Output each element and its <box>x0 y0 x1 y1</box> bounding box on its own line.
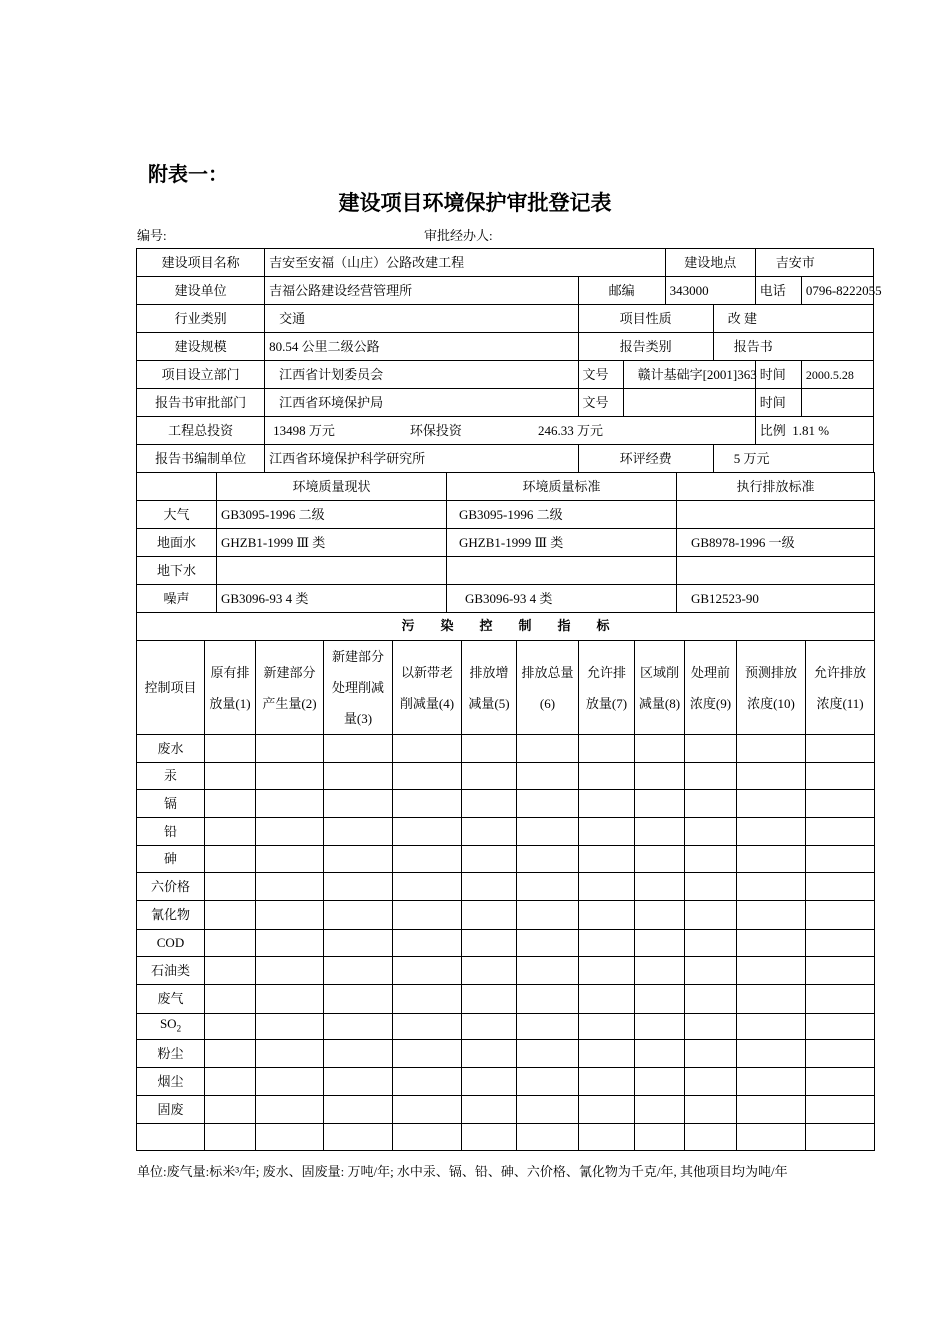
pollution-value-cell <box>462 735 517 763</box>
scale-value: 80.54 公里二级公路 <box>265 333 578 361</box>
env-standard <box>447 557 677 585</box>
pollution-value-cell <box>635 1068 685 1096</box>
so2-subscript: 2 <box>176 1023 182 1034</box>
pollution-row <box>137 1068 875 1096</box>
pollution-value-cell <box>806 790 875 818</box>
time-label: 时间 <box>755 361 801 389</box>
setup-dept-value: 江西省计划委员会 <box>265 361 578 389</box>
pollution-column-header: 预测排放浓度(10) <box>737 641 806 735</box>
pollution-value-cell <box>737 1040 806 1068</box>
env-item: 地面水 <box>137 529 217 557</box>
pollution-column-header: 排放增减量(5) <box>462 641 517 735</box>
pollution-row <box>137 763 875 790</box>
pollution-value-cell <box>462 846 517 873</box>
pollution-value-cell <box>393 846 462 873</box>
pollution-value-cell <box>462 1096 517 1124</box>
pollution-value-cell <box>579 1124 635 1151</box>
pollution-value-cell <box>517 735 579 763</box>
pollution-value-cell <box>393 1040 462 1068</box>
pollution-value-cell <box>806 957 875 985</box>
pollution-value-cell <box>737 1068 806 1096</box>
pollution-value-cell <box>256 763 324 790</box>
approval-dept-label: 报告书审批部门 <box>137 389 265 417</box>
officer-label: 审批经办人: <box>424 228 493 243</box>
pollution-row <box>137 957 875 985</box>
ratio-label: 比例 <box>759 422 786 438</box>
scale-label: 建设规模 <box>137 333 265 361</box>
pollution-value-cell <box>579 985 635 1014</box>
pollution-value-cell <box>635 1014 685 1040</box>
number-label: 编号: <box>137 228 167 243</box>
pollution-value-cell <box>462 1068 517 1096</box>
pollution-value-cell <box>635 957 685 985</box>
pollution-value-cell <box>517 1068 579 1096</box>
pollution-value-cell <box>517 1014 579 1040</box>
pollution-title: 污 染 控 制 指 标 <box>137 613 875 641</box>
pollution-value-cell <box>517 873 579 901</box>
env-status: GB3095-1996 二级 <box>217 501 447 529</box>
industry-value: 交通 <box>265 305 578 333</box>
pollution-value-cell <box>462 1014 517 1040</box>
env-standard-table <box>136 472 875 613</box>
time-value: 2000.5.28 <box>801 361 873 389</box>
pollution-value-cell <box>324 763 393 790</box>
pollution-value-cell <box>517 957 579 985</box>
pollution-value-cell <box>393 1014 462 1040</box>
pollution-value-cell <box>393 1096 462 1124</box>
pollution-item: 废水 <box>137 735 205 763</box>
pollution-value-cell <box>462 985 517 1014</box>
report-type-value: 报告书 <box>713 333 873 361</box>
pollution-value-cell <box>205 985 256 1014</box>
pollution-value-cell <box>205 1124 256 1151</box>
pollution-value-cell <box>635 763 685 790</box>
pollution-value-cell <box>205 957 256 985</box>
pollution-row <box>137 1040 875 1068</box>
doc-no2-value <box>623 389 755 417</box>
pollution-value-cell <box>737 818 806 846</box>
pollution-value-cell <box>685 1068 737 1096</box>
time2-value <box>801 389 873 417</box>
pollution-value-cell <box>393 1124 462 1151</box>
pollution-value-cell <box>806 985 875 1014</box>
pollution-value-cell <box>579 846 635 873</box>
pollution-value-cell <box>462 1040 517 1068</box>
pollution-value-cell <box>324 901 393 930</box>
pollution-value-cell <box>737 763 806 790</box>
pollution-value-cell <box>256 1096 324 1124</box>
pollution-value-cell <box>393 873 462 901</box>
pollution-value-cell <box>205 818 256 846</box>
project-name-value: 吉安至安福（山庄）公路改建工程 <box>265 249 666 277</box>
pollution-value-cell <box>635 846 685 873</box>
env-emission <box>677 557 875 585</box>
pollution-column-header: 处理前浓度(9) <box>685 641 737 735</box>
pollution-row <box>137 790 875 818</box>
pollution-value-cell <box>579 873 635 901</box>
pollution-value-cell <box>685 873 737 901</box>
pollution-value-cell <box>635 818 685 846</box>
appendix-label: 附表一： <box>148 162 228 186</box>
pollution-value-cell <box>393 790 462 818</box>
pollution-item: 六价格 <box>137 873 205 901</box>
env-emission: GB8978-1996 一级 <box>677 529 875 557</box>
pollution-row <box>137 846 875 873</box>
doc-no-label: 文号 <box>578 361 623 389</box>
pollution-value-cell <box>256 790 324 818</box>
env-standard: GB3096-93 4 类 <box>447 585 677 613</box>
pollution-value-cell <box>324 1124 393 1151</box>
pollution-value-cell <box>517 1040 579 1068</box>
pollution-value-cell <box>256 1014 324 1040</box>
env-status: GB3096-93 4 类 <box>217 585 447 613</box>
pollution-column-header: 排放总量(6) <box>517 641 579 735</box>
pollution-value-cell <box>635 790 685 818</box>
pollution-column-header: 区域削减量(8) <box>635 641 685 735</box>
pollution-item <box>137 1124 205 1151</box>
pollution-value-cell <box>579 790 635 818</box>
pollution-column-header: 原有排放量(1) <box>205 641 256 735</box>
nature-value: 改 建 <box>713 305 873 333</box>
pollution-value-cell <box>256 1124 324 1151</box>
pollution-item: COD <box>137 930 205 957</box>
pollution-value-cell <box>737 735 806 763</box>
approval-dept-value: 江西省环境保护局 <box>265 389 578 417</box>
pollution-value-cell <box>517 930 579 957</box>
pollution-value-cell <box>393 763 462 790</box>
pollution-value-cell <box>256 873 324 901</box>
pollution-item: 砷 <box>137 846 205 873</box>
pollution-value-cell <box>806 1068 875 1096</box>
pollution-value-cell <box>685 930 737 957</box>
nature-label: 项目性质 <box>578 305 713 333</box>
pollution-value-cell <box>737 790 806 818</box>
industry-label: 行业类别 <box>137 305 265 333</box>
pollution-value-cell <box>462 790 517 818</box>
env-emission <box>677 501 875 529</box>
pollution-value-cell <box>806 735 875 763</box>
pollution-value-cell <box>579 1014 635 1040</box>
time2-label: 时间 <box>755 389 801 417</box>
pollution-row <box>137 1014 875 1040</box>
pollution-row <box>137 901 875 930</box>
pollution-value-cell <box>462 901 517 930</box>
total-invest-value: 13498 万元 <box>265 417 410 445</box>
pollution-value-cell <box>517 790 579 818</box>
pollution-value-cell <box>685 790 737 818</box>
pollution-value-cell <box>256 1040 324 1068</box>
pollution-value-cell <box>517 1096 579 1124</box>
pollution-value-cell <box>256 735 324 763</box>
pollution-value-cell <box>579 930 635 957</box>
pollution-value-cell <box>517 901 579 930</box>
pollution-row <box>137 873 875 901</box>
pollution-value-cell <box>579 735 635 763</box>
pollution-value-cell <box>737 1096 806 1124</box>
form-title: 建设项目环境保护审批登记表 <box>338 191 612 215</box>
pollution-value-cell <box>462 818 517 846</box>
pollution-column-header: 允许排放浓度(11) <box>806 641 875 735</box>
pollution-value-cell <box>324 957 393 985</box>
env-emission: GB12523-90 <box>677 585 875 613</box>
pollution-value-cell <box>393 957 462 985</box>
pollution-value-cell <box>806 1014 875 1040</box>
pollution-item: 镉 <box>137 790 205 818</box>
pollution-value-cell <box>685 818 737 846</box>
pollution-item: 粉尘 <box>137 1040 205 1068</box>
unit-value: 吉福公路建设经营管理所 <box>265 277 578 305</box>
pollution-value-cell <box>517 985 579 1014</box>
pollution-value-cell <box>205 930 256 957</box>
doc-no2-label: 文号 <box>578 389 623 417</box>
env-status: GHZB1-1999 Ⅲ 类 <box>217 529 447 557</box>
postcode-label: 邮编 <box>578 277 665 305</box>
pollution-value-cell <box>393 735 462 763</box>
pollution-value-cell <box>205 790 256 818</box>
pollution-value-cell <box>393 985 462 1014</box>
pollution-value-cell <box>256 1068 324 1096</box>
pollution-value-cell <box>635 901 685 930</box>
pollution-value-cell <box>685 735 737 763</box>
pollution-value-cell <box>324 1068 393 1096</box>
pollution-item: 氰化物 <box>137 901 205 930</box>
pollution-row <box>137 930 875 957</box>
pollution-row <box>137 985 875 1014</box>
pollution-value-cell <box>324 846 393 873</box>
pollution-value-cell <box>205 846 256 873</box>
pollution-value-cell <box>579 763 635 790</box>
pollution-row <box>137 1096 875 1124</box>
location-value: 吉安市 <box>755 249 873 277</box>
pollution-row <box>137 1124 875 1151</box>
env-standard: GHZB1-1999 Ⅲ 类 <box>447 529 677 557</box>
pollution-value-cell <box>517 763 579 790</box>
pollution-item: 废气 <box>137 985 205 1014</box>
pollution-value-cell <box>806 901 875 930</box>
pollution-row <box>137 818 875 846</box>
pollution-value-cell <box>324 1014 393 1040</box>
pollution-value-cell <box>737 1014 806 1040</box>
pollution-item: 烟尘 <box>137 1068 205 1096</box>
pollution-value-cell <box>256 957 324 985</box>
pollution-value-cell <box>393 930 462 957</box>
compiler-value: 江西省环境保护科学研究所 <box>265 445 578 473</box>
total-invest-label: 工程总投资 <box>137 417 265 445</box>
env-item: 地下水 <box>137 557 217 585</box>
pollution-item: 汞 <box>137 763 205 790</box>
pollution-value-cell <box>635 985 685 1014</box>
pollution-value-cell <box>517 1124 579 1151</box>
pollution-value-cell <box>393 818 462 846</box>
ratio-value: 1.81 % <box>792 422 830 438</box>
pollution-value-cell <box>205 1014 256 1040</box>
env-header-status: 环境质量现状 <box>217 473 447 501</box>
unit-label: 建设单位 <box>137 277 265 305</box>
pollution-value-cell <box>324 873 393 901</box>
pollution-value-cell <box>737 1124 806 1151</box>
pollution-value-cell <box>324 985 393 1014</box>
pollution-value-cell <box>205 901 256 930</box>
env-item: 大气 <box>137 501 217 529</box>
env-item: 噪声 <box>137 585 217 613</box>
pollution-value-cell <box>685 985 737 1014</box>
compiler-label: 报告书编制单位 <box>137 445 265 473</box>
pollution-value-cell <box>806 846 875 873</box>
pollution-value-cell <box>635 1096 685 1124</box>
ratio-cell <box>755 417 873 445</box>
pollution-value-cell <box>462 873 517 901</box>
doc-no-value: 赣计基础字[2001]363 <box>623 361 755 389</box>
location-label: 建设地点 <box>665 249 755 277</box>
pollution-value-cell <box>256 901 324 930</box>
pollution-value-cell <box>205 1068 256 1096</box>
pollution-value-cell <box>737 873 806 901</box>
pollution-column-header: 新建部分产生量(2) <box>256 641 324 735</box>
pollution-value-cell <box>324 1040 393 1068</box>
pollution-value-cell <box>579 1040 635 1068</box>
pollution-value-cell <box>324 818 393 846</box>
pollution-value-cell <box>685 846 737 873</box>
pollution-table <box>136 612 875 1151</box>
pollution-value-cell <box>462 1124 517 1151</box>
pollution-value-cell <box>579 1096 635 1124</box>
pollution-value-cell <box>324 930 393 957</box>
pollution-value-cell <box>635 735 685 763</box>
pollution-value-cell <box>685 1040 737 1068</box>
pollution-value-cell <box>806 930 875 957</box>
pollution-value-cell <box>205 1096 256 1124</box>
phone-label: 电话 <box>755 277 801 305</box>
postcode-value: 343000 <box>665 277 755 305</box>
pollution-value-cell <box>806 1124 875 1151</box>
pollution-value-cell <box>685 1096 737 1124</box>
pollution-item: $SO_2$ <box>137 1014 205 1040</box>
pollution-value-cell <box>579 818 635 846</box>
pollution-value-cell <box>205 873 256 901</box>
pollution-column-header: 新建部分处理削减量(3) <box>324 641 393 735</box>
pollution-value-cell <box>517 818 579 846</box>
pollution-value-cell <box>635 930 685 957</box>
pollution-value-cell <box>579 901 635 930</box>
pollution-value-cell <box>579 957 635 985</box>
pollution-value-cell <box>635 873 685 901</box>
pollution-value-cell <box>324 1096 393 1124</box>
pollution-value-cell <box>256 930 324 957</box>
env-invest-value: 246.33 万元 <box>538 417 755 445</box>
pollution-value-cell <box>324 735 393 763</box>
units-note: 单位:废气量:标米³/年; 废水、固废量: 万吨/年; 水中汞、镉、铅、砷、六价格、氰化物为千克/年, 其他项目均为吨/年 <box>137 1164 788 1179</box>
pollution-value-cell <box>737 930 806 957</box>
pollution-value-cell <box>685 763 737 790</box>
pollution-row <box>137 735 875 763</box>
eia-fee-value: 5 万元 <box>713 445 873 473</box>
pollution-value-cell <box>685 1124 737 1151</box>
pollution-value-cell <box>806 818 875 846</box>
pollution-value-cell <box>737 957 806 985</box>
project-name-label: 建设项目名称 <box>137 249 265 277</box>
pollution-value-cell <box>324 790 393 818</box>
pollution-value-cell <box>806 873 875 901</box>
pollution-value-cell <box>205 763 256 790</box>
report-type-label: 报告类别 <box>578 333 713 361</box>
pollution-value-cell <box>462 930 517 957</box>
pollution-value-cell <box>685 1014 737 1040</box>
pollution-value-cell <box>393 1068 462 1096</box>
info-table <box>136 248 882 473</box>
pollution-value-cell <box>393 901 462 930</box>
pollution-value-cell <box>737 846 806 873</box>
pollution-item: 石油类 <box>137 957 205 985</box>
pollution-value-cell <box>806 1096 875 1124</box>
pollution-value-cell <box>517 846 579 873</box>
pollution-value-cell <box>806 763 875 790</box>
pollution-value-cell <box>635 1124 685 1151</box>
pollution-value-cell <box>579 1068 635 1096</box>
eia-fee-label: 环评经费 <box>578 445 713 473</box>
pollution-column-header: 以新带老削减量(4) <box>393 641 462 735</box>
pollution-value-cell <box>737 985 806 1014</box>
pollution-value-cell <box>737 901 806 930</box>
pollution-item: 铅 <box>137 818 205 846</box>
pollution-column-header: 允许排放量(7) <box>579 641 635 735</box>
env-invest-label: 环保投资 <box>410 417 538 445</box>
env-standard: GB3095-1996 二级 <box>447 501 677 529</box>
pollution-item: 固废 <box>137 1096 205 1124</box>
pollution-column-header: 控制项目 <box>137 641 205 735</box>
pollution-value-cell <box>462 957 517 985</box>
pollution-value-cell <box>635 1040 685 1068</box>
pollution-value-cell <box>685 901 737 930</box>
pollution-value-cell <box>256 985 324 1014</box>
setup-dept-label: 项目设立部门 <box>137 361 265 389</box>
env-corner-cell <box>137 473 217 501</box>
pollution-value-cell <box>462 763 517 790</box>
env-status <box>217 557 447 585</box>
pollution-value-cell <box>205 1040 256 1068</box>
pollution-value-cell <box>205 735 256 763</box>
pollution-value-cell <box>806 1040 875 1068</box>
pollution-value-cell <box>256 846 324 873</box>
phone-value: 0796-8222055 <box>801 277 873 305</box>
env-header-emission: 执行排放标准 <box>677 473 875 501</box>
pollution-value-cell <box>256 818 324 846</box>
env-header-standard: 环境质量标准 <box>447 473 677 501</box>
pollution-value-cell <box>685 957 737 985</box>
